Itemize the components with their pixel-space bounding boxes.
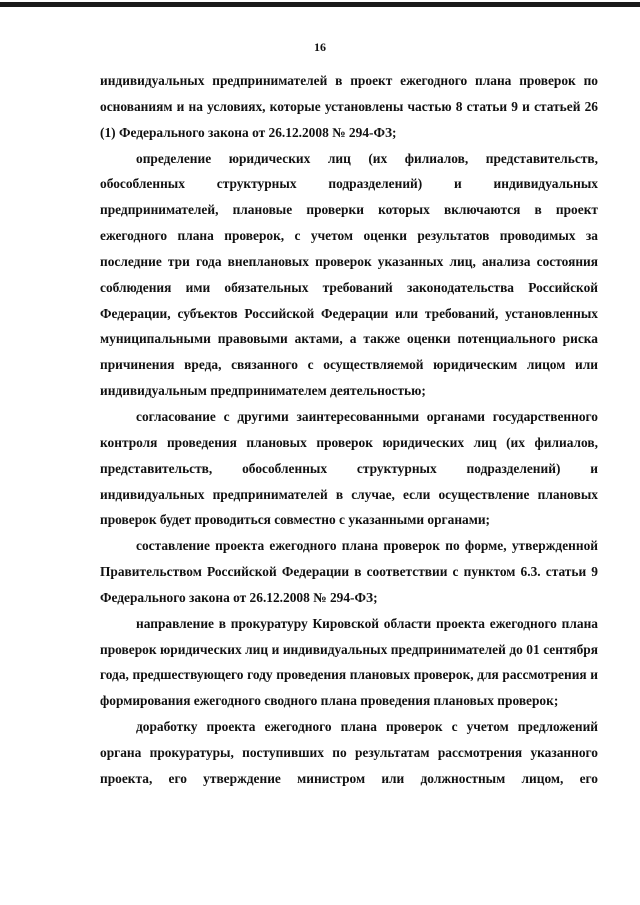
paragraph-continuation: индивидуальных предпринимателей в проект ежегодного плана проверок по основаниям и на условиях, которые установлены частью 8 статьи 9 и статьей 26 (1) Федерального закона от 26.12.2008 № 294-ФЗ;	[100, 73, 598, 140]
paragraph-drafting: составление проекта ежегодного плана проверок по форме, утвержденной Правительством Российской Федерации в соответствии с пунктом 6.3. статьи 9 Федерального закона от 26.12.2008 № 294-ФЗ;	[100, 538, 598, 605]
paragraph-definition: определение юридических лиц (их филиалов, представительств, обособленных структурных подразделений) и индивидуальных предпринимателей, плановые проверки которых включаются в проект ежегодного плана проверок, с учетом оценки результатов проводимых за последние три года внеплановых проверок указанных лиц, анализа состояния соблюдения ими обязательных требований законодательства Российской Федерации, субъектов Российской Федерации или требований, установленных муниципальными правовыми актами, а также оценки потенциального риска причинения вреда, связанного с осуществляемой юридическим лицом или индивидуальным предпринимателем деятельностью;	[100, 150, 598, 399]
paragraph-submission: направление в прокуратуру Кировской области проекта ежегодного плана проверок юридических лиц и индивидуальных предпринимателей до 01 сентября года, предшествующего году проведения плановых проверок, для рассмотрения и формирования ежегодного сводного плана проведения плановых проверок;	[100, 615, 598, 709]
top-border-line	[0, 2, 640, 7]
paragraph-revision: доработку проекта ежегодного плана проверок с учетом предложений органа прокуратуры, поступивших по результатам рассмотрения указанного проекта, его утверждение министром или должностным лицом, его	[100, 719, 598, 786]
body-text	[100, 68, 598, 792]
page-number: 16	[314, 40, 326, 54]
paragraph-coordination: согласование с другими заинтересованными органами государственного контроля проведения плановых проверок юридических лиц (их филиалов, представительств, обособленных структурных подразделений) и индивидуальных предпринимателей в случае, если осуществление плановых проверок будет проводиться совместно с указанными органами;	[100, 408, 598, 528]
